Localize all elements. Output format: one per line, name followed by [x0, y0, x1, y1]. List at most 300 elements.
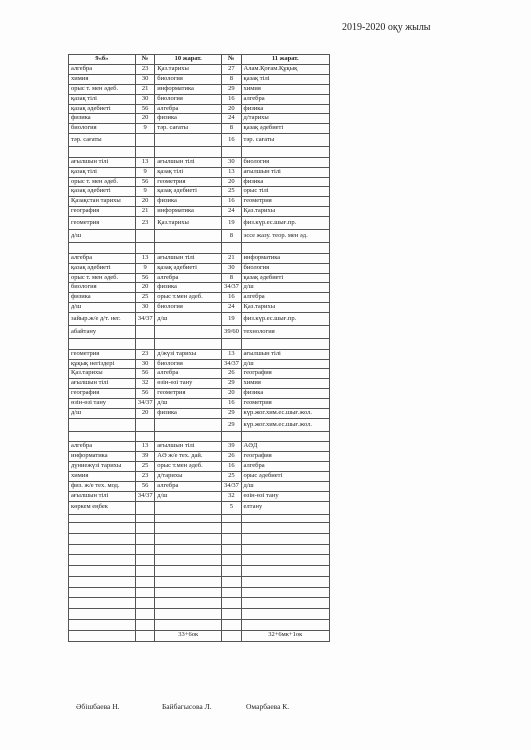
- subject-11: информатика: [241, 253, 329, 263]
- room-9b: 9: [135, 187, 154, 197]
- subject-9b: информатика: [69, 452, 136, 462]
- room-9b: 30: [135, 359, 154, 369]
- subject-9b: алгебра: [69, 253, 136, 263]
- subject-10: тәр. сағаты: [155, 124, 222, 134]
- subject-9b: алгебра: [69, 64, 136, 74]
- subject-10: физика: [155, 409, 222, 419]
- subject-10: ағылшын тілі: [155, 157, 222, 167]
- room-9b: 34/37: [135, 399, 154, 409]
- subject-9b: қазақ әдебиеті: [69, 263, 136, 273]
- empty-cell: [241, 514, 329, 522]
- lesson-row: [69, 349, 330, 359]
- empty-cell: [155, 555, 222, 566]
- subject-9b: Қаз.тарихы: [69, 369, 136, 379]
- room-10: 8: [222, 273, 241, 283]
- room-9b: 9: [135, 124, 154, 134]
- subject-11: технология: [241, 326, 329, 339]
- subject-9b: география: [69, 207, 136, 217]
- subject-11: физика: [241, 389, 329, 399]
- lesson-row: [69, 482, 330, 492]
- subject-9b: қазақ тілі: [69, 94, 136, 104]
- empty-cell: [222, 431, 241, 442]
- empty-cell: [155, 243, 222, 254]
- subject-10: информатика: [155, 207, 222, 217]
- subject-11: өзін-өзі тану: [241, 492, 329, 502]
- lesson-row: [69, 273, 330, 283]
- lesson-row: [69, 399, 330, 409]
- empty-cell: [222, 630, 241, 641]
- subject-9b: орыс т. мен әдеб.: [69, 84, 136, 94]
- day-separator: [69, 339, 330, 350]
- empty-cell: [241, 620, 329, 631]
- empty-cell: [69, 555, 136, 566]
- room-9b: 13: [135, 442, 154, 452]
- signature-2: Байбагысова Л.: [162, 702, 212, 711]
- room-9b: 23: [135, 472, 154, 482]
- empty-cell: [135, 566, 154, 577]
- empty-cell: [241, 576, 329, 587]
- room-10: 20: [222, 389, 241, 399]
- empty-cell: [222, 620, 241, 631]
- subject-11: география: [241, 369, 329, 379]
- subject-9b: ағылшын тілі: [69, 379, 136, 389]
- subject-10: д/ш: [155, 492, 222, 502]
- room-9b: [135, 418, 154, 431]
- room-10: 25: [222, 187, 241, 197]
- lesson-row: [69, 177, 330, 187]
- subject-11: физика: [241, 104, 329, 114]
- room-10: 39/60: [222, 326, 241, 339]
- empty-cell: [135, 339, 154, 350]
- lesson-row: [69, 197, 330, 207]
- subject-11: қазақ әдебиеті: [241, 273, 329, 283]
- subject-11: геометрия: [241, 399, 329, 409]
- room-9b: 23: [135, 64, 154, 74]
- empty-cell: [135, 576, 154, 587]
- empty-cell: [241, 544, 329, 555]
- empty-cell: [135, 522, 154, 533]
- lesson-row: [69, 303, 330, 313]
- room-10: 26: [222, 452, 241, 462]
- subject-9b: қазақ әдебиеті: [69, 104, 136, 114]
- subject-11: орыс тілі: [241, 187, 329, 197]
- empty-cell: [155, 533, 222, 544]
- room-9b: 21: [135, 207, 154, 217]
- schedule-table: [68, 54, 330, 642]
- empty-cell: [222, 576, 241, 587]
- lesson-row: [69, 326, 330, 339]
- room-9b: 20: [135, 409, 154, 419]
- subject-10: [155, 326, 222, 339]
- subject-11: алгебра: [241, 462, 329, 472]
- lesson-row: [69, 167, 330, 177]
- subject-9b: биология: [69, 124, 136, 134]
- empty-row: [69, 609, 330, 620]
- lesson-row: [69, 124, 330, 134]
- room-10: 29: [222, 418, 241, 431]
- subject-10: қазақ әдебиеті: [155, 263, 222, 273]
- lesson-row: [69, 134, 330, 147]
- room-9b: 9: [135, 167, 154, 177]
- empty-cell: [69, 576, 136, 587]
- signature-1: Әбішбаева Н.: [76, 702, 120, 711]
- room-10: 13: [222, 349, 241, 359]
- empty-row: [69, 566, 330, 577]
- room-9b: 32: [135, 379, 154, 389]
- lesson-row: [69, 379, 330, 389]
- empty-cell: [155, 431, 222, 442]
- empty-cell: [241, 243, 329, 254]
- empty-cell: [222, 147, 241, 158]
- subject-9b: ағылшын тілі: [69, 157, 136, 167]
- empty-cell: [155, 522, 222, 533]
- subject-10: [155, 134, 222, 147]
- subject-10: д/жүзі тарихы: [155, 349, 222, 359]
- room-10: 19: [222, 217, 241, 230]
- schedule-body: [69, 64, 330, 641]
- empty-cell: [155, 609, 222, 620]
- room-9b: 20: [135, 197, 154, 207]
- subject-10: алгебра: [155, 104, 222, 114]
- subject-11: геометрия: [241, 197, 329, 207]
- subject-9b: тәр. сағаты: [69, 134, 136, 147]
- room-10: 30: [222, 157, 241, 167]
- empty-row: [69, 522, 330, 533]
- room-10: 21: [222, 253, 241, 263]
- empty-cell: [135, 544, 154, 555]
- subject-10: алгебра: [155, 273, 222, 283]
- empty-cell: [135, 598, 154, 609]
- empty-cell: [241, 555, 329, 566]
- subject-9b: физика: [69, 293, 136, 303]
- room-10: 16: [222, 293, 241, 303]
- subject-11: қазақ әдебиеті: [241, 124, 329, 134]
- header-class-10: 10 жарат.: [155, 55, 222, 65]
- room-10: 27: [222, 64, 241, 74]
- subject-9b: д/ш: [69, 230, 136, 243]
- subject-10: қазақ әдебиеті: [155, 187, 222, 197]
- subject-10: биология: [155, 74, 222, 84]
- empty-cell: [69, 514, 136, 522]
- subject-9b: химия: [69, 74, 136, 84]
- header-class-11: 11 жарат.: [241, 55, 329, 65]
- room-9b: 30: [135, 94, 154, 104]
- header-room-2: №: [222, 55, 241, 65]
- room-9b: 56: [135, 177, 154, 187]
- subject-11: география: [241, 452, 329, 462]
- signature-3: Омарбаева К.: [246, 702, 290, 711]
- lesson-row: [69, 293, 330, 303]
- lesson-row: [69, 369, 330, 379]
- room-10: 20: [222, 177, 241, 187]
- room-10: 8: [222, 230, 241, 243]
- empty-cell: [69, 620, 136, 631]
- subject-9b: [69, 418, 136, 431]
- room-9b: 56: [135, 482, 154, 492]
- subject-9b: д/ш: [69, 303, 136, 313]
- day-separator: [69, 147, 330, 158]
- empty-cell: [241, 587, 329, 598]
- empty-cell: [155, 566, 222, 577]
- header-row: [69, 55, 330, 65]
- room-10: 29: [222, 409, 241, 419]
- subject-11: биология: [241, 157, 329, 167]
- subject-9b: биология: [69, 283, 136, 293]
- subject-9b: қазақ әдебиеті: [69, 187, 136, 197]
- room-10: 25: [222, 472, 241, 482]
- empty-cell: [135, 533, 154, 544]
- room-9b: 30: [135, 303, 154, 313]
- room-10: 24: [222, 207, 241, 217]
- subject-11: физ.күр.ес.шығ.пр.: [241, 313, 329, 326]
- empty-cell: [155, 598, 222, 609]
- empty-cell: [155, 514, 222, 522]
- empty-cell: [69, 566, 136, 577]
- empty-row: [69, 598, 330, 609]
- subject-10: Қаз.тарихы: [155, 217, 222, 230]
- room-10: 29: [222, 379, 241, 389]
- empty-cell: [69, 587, 136, 598]
- room-9b: 56: [135, 369, 154, 379]
- empty-cell: [69, 533, 136, 544]
- room-9b: 56: [135, 104, 154, 114]
- empty-cell: [241, 147, 329, 158]
- room-10: 5: [222, 501, 241, 514]
- room-10: 16: [222, 197, 241, 207]
- subject-9b: орыс т. мен әдеб.: [69, 177, 136, 187]
- subject-11: күр.жог.хим.ес.шығ.жол.: [241, 418, 329, 431]
- room-9b: 34/37: [135, 492, 154, 502]
- room-9b: 23: [135, 217, 154, 230]
- subject-11: химия: [241, 84, 329, 94]
- empty-cell: [241, 533, 329, 544]
- room-10: 8: [222, 124, 241, 134]
- empty-cell: [155, 620, 222, 631]
- room-10: 16: [222, 462, 241, 472]
- totals-row: [69, 630, 330, 641]
- subject-10: алгебра: [155, 369, 222, 379]
- room-10: 34/37: [222, 283, 241, 293]
- lesson-row: [69, 207, 330, 217]
- empty-cell: [222, 544, 241, 555]
- lesson-row: [69, 187, 330, 197]
- subject-10: орыс т.мен әдеб.: [155, 462, 222, 472]
- lesson-row: [69, 230, 330, 243]
- room-10: 13: [222, 167, 241, 177]
- empty-row: [69, 555, 330, 566]
- subject-11: д/тарихы: [241, 114, 329, 124]
- empty-cell: [69, 522, 136, 533]
- subject-10: д/ш: [155, 399, 222, 409]
- room-9b: 34/37: [135, 313, 154, 326]
- academic-year: 2019-2020 оқу жылы: [342, 22, 431, 33]
- empty-cell: [135, 514, 154, 522]
- subject-11: АӘД: [241, 442, 329, 452]
- subject-11: елтану: [241, 501, 329, 514]
- subject-11: тәр. сағаты: [241, 134, 329, 147]
- empty-row: [69, 576, 330, 587]
- room-10: 29: [222, 84, 241, 94]
- subject-10: физика: [155, 283, 222, 293]
- empty-cell: [135, 587, 154, 598]
- empty-cell: [222, 514, 241, 522]
- room-9b: 56: [135, 273, 154, 283]
- room-9b: 21: [135, 84, 154, 94]
- day-separator: [69, 431, 330, 442]
- empty-cell: [135, 609, 154, 620]
- subject-9b: география: [69, 389, 136, 399]
- subject-11: физ.күр.ес.шығ.пр.: [241, 217, 329, 230]
- room-9b: 13: [135, 157, 154, 167]
- subject-10: биология: [155, 94, 222, 104]
- room-10: 8: [222, 74, 241, 84]
- room-10: 16: [222, 94, 241, 104]
- room-9b: 13: [135, 253, 154, 263]
- lesson-row: [69, 501, 330, 514]
- subject-11: ағылшын тілі: [241, 167, 329, 177]
- empty-cell: [241, 339, 329, 350]
- subject-10: ағылшын тілі: [155, 442, 222, 452]
- empty-cell: [69, 598, 136, 609]
- subject-11: Алам.Қоғам.Құқық: [241, 64, 329, 74]
- subject-11: орыс әдебиеті: [241, 472, 329, 482]
- total-10: 33+6ок: [155, 630, 222, 641]
- lesson-row: [69, 313, 330, 326]
- subject-11: күр.жог.хим.ес.шығ.жол.: [241, 409, 329, 419]
- empty-cell: [69, 339, 136, 350]
- subject-9b: Қазақстан тарихы: [69, 197, 136, 207]
- room-10: 16: [222, 399, 241, 409]
- empty-cell: [241, 566, 329, 577]
- subject-9b: құқық негіздері: [69, 359, 136, 369]
- empty-cell: [241, 609, 329, 620]
- subject-10: өзін-өзі тану: [155, 379, 222, 389]
- room-9b: 25: [135, 293, 154, 303]
- lesson-row: [69, 84, 330, 94]
- subject-10: геометрия: [155, 389, 222, 399]
- empty-cell: [69, 431, 136, 442]
- room-10: 34/37: [222, 482, 241, 492]
- empty-cell: [135, 243, 154, 254]
- room-9b: 20: [135, 283, 154, 293]
- subject-10: биология: [155, 359, 222, 369]
- empty-cell: [222, 555, 241, 566]
- empty-cell: [222, 566, 241, 577]
- empty-cell: [222, 243, 241, 254]
- empty-cell: [135, 630, 154, 641]
- subject-10: информатика: [155, 84, 222, 94]
- subject-9b: зайыр.ж/е д/т. нег.: [69, 313, 136, 326]
- empty-cell: [155, 147, 222, 158]
- lesson-row: [69, 217, 330, 230]
- subject-9b: орыс т. мен әдеб.: [69, 273, 136, 283]
- room-10: 24: [222, 303, 241, 313]
- subject-11: қазақ тілі: [241, 74, 329, 84]
- lesson-row: [69, 462, 330, 472]
- empty-row: [69, 620, 330, 631]
- lesson-row: [69, 359, 330, 369]
- empty-cell: [135, 147, 154, 158]
- empty-cell: [241, 598, 329, 609]
- subject-11: эссе жазу. теор. мен әд.: [241, 230, 329, 243]
- room-9b: 30: [135, 74, 154, 84]
- empty-cell: [222, 533, 241, 544]
- lesson-row: [69, 472, 330, 482]
- empty-cell: [69, 544, 136, 555]
- room-9b: [135, 501, 154, 514]
- subject-11: физика: [241, 177, 329, 187]
- empty-cell: [155, 587, 222, 598]
- subject-9b: көркем еңбек: [69, 501, 136, 514]
- room-10: 19: [222, 313, 241, 326]
- subject-11: алгебра: [241, 293, 329, 303]
- room-10: 24: [222, 114, 241, 124]
- empty-cell: [155, 576, 222, 587]
- subject-11: д/ш: [241, 359, 329, 369]
- room-10: 30: [222, 263, 241, 273]
- header-room-1: №: [135, 55, 154, 65]
- empty-cell: [241, 431, 329, 442]
- subject-11: химия: [241, 379, 329, 389]
- subject-9b: физ. ж/е тех. мод.: [69, 482, 136, 492]
- room-9b: 9: [135, 263, 154, 273]
- empty-row: [69, 587, 330, 598]
- lesson-row: [69, 263, 330, 273]
- empty-row: [69, 544, 330, 555]
- subject-9b: геометрия: [69, 217, 136, 230]
- subject-11: д/ш: [241, 482, 329, 492]
- empty-row: [69, 514, 330, 522]
- lesson-row: [69, 74, 330, 84]
- subject-10: АӘ ж/е тех. дай.: [155, 452, 222, 462]
- room-9b: [135, 326, 154, 339]
- room-9b: 25: [135, 462, 154, 472]
- empty-cell: [69, 243, 136, 254]
- empty-row: [69, 533, 330, 544]
- subject-10: [155, 501, 222, 514]
- room-10: 20: [222, 104, 241, 114]
- room-9b: 39: [135, 452, 154, 462]
- lesson-row: [69, 253, 330, 263]
- empty-cell: [155, 544, 222, 555]
- subject-9b: дүниежүзі тарихы: [69, 462, 136, 472]
- subject-10: физика: [155, 197, 222, 207]
- subject-11: алгебра: [241, 94, 329, 104]
- subject-9b: қазақ тілі: [69, 167, 136, 177]
- lesson-row: [69, 94, 330, 104]
- subject-9b: химия: [69, 472, 136, 482]
- header-class-9b: 9«б»: [69, 55, 136, 65]
- room-10: 26: [222, 369, 241, 379]
- subject-11: Қаз.тарихы: [241, 303, 329, 313]
- room-10: 34/37: [222, 359, 241, 369]
- subject-10: ағылшын тілі: [155, 253, 222, 263]
- lesson-row: [69, 389, 330, 399]
- subject-11: ағылшын тілі: [241, 349, 329, 359]
- room-9b: 56: [135, 389, 154, 399]
- lesson-row: [69, 409, 330, 419]
- empty-cell: [222, 339, 241, 350]
- lesson-row: [69, 114, 330, 124]
- subject-9b: физика: [69, 114, 136, 124]
- subject-10: д/ш: [155, 313, 222, 326]
- subject-9b: д/ш: [69, 409, 136, 419]
- empty-cell: [222, 522, 241, 533]
- subject-10: орыс т.мен әдеб.: [155, 293, 222, 303]
- subject-9b: абайтану: [69, 326, 136, 339]
- lesson-row: [69, 442, 330, 452]
- lesson-row: [69, 492, 330, 502]
